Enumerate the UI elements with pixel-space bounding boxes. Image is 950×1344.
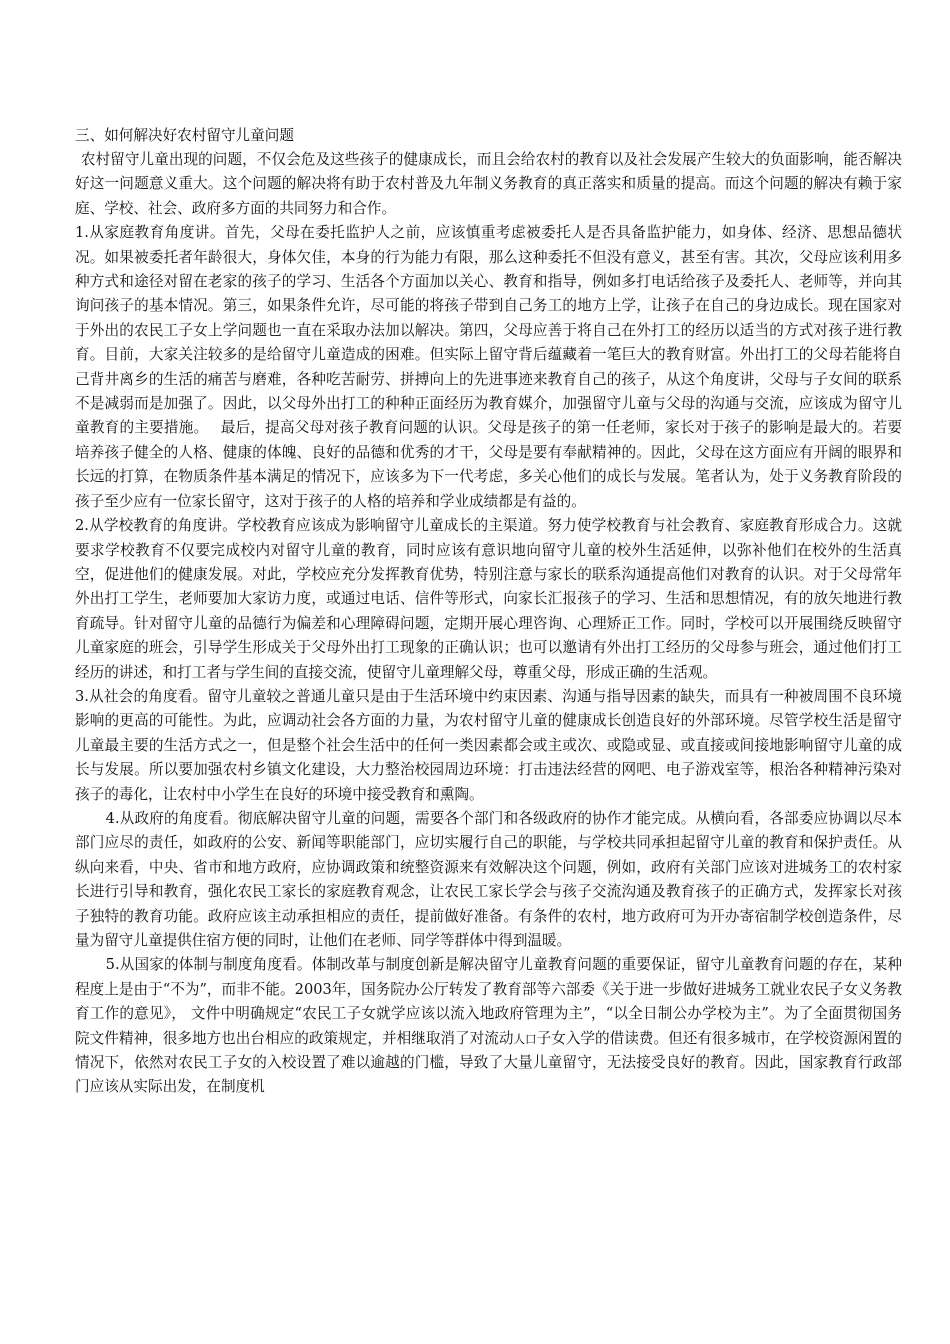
section-heading: 三、如何解决好农村留守儿童问题 xyxy=(75,127,294,144)
paragraph-government: 4.从政府的角度看。彻底解决留守儿童的问题，需要各个部门和各级政府的协作才能完成。从横向看，各部委应协调以尽本部门应尽的责任，如政府的公安、新闻等职能部门，应切实履行自己的职能，与学校共同承担起留守儿童的教育和保护责任。从纵向来看，中央、省市和地方政府，应协调政策和统整资源来有效解决这个问题，例如，政府有关部门应该对进城务工的农村家长进行引导和教育，强化农民工家长的家庭教育观念，让农民工家长学会与孩子交流沟通及教育孩子的正确方式，发挥家长对孩子独特的教育功能。政府应该主动承担相应的责任，提前做好准备。有条件的农村，地方政府可为开办寄宿制学校创造条件，尽量为留守儿童提供住宿方便的同时，让他们在老师、同学等群体中得到温暖。 xyxy=(75,809,902,949)
paragraph-society: 3.从社会的角度看。留守儿童较之普通儿童只是由于生活环境中约束因素、沟通与指导因素的缺失，而具有一种被周围不良环境影响的更高的可能性。为此，应调动社会各方面的力量，为农村留守儿童的健康成长创造良好的外部环境。尽管学校生活是留守儿童最主要的生活方式之一，但是整个社会生活中的任何一类因素都会或主或次、或隐或显、或直接或间接地影响留守儿童的成长与发展。所以要加强农村乡镇文化建设，大力整治校园周边环境：打击违法经营的网吧、电子游戏室等，根治各种精神污染对孩子的毒化，让农村中小学生在良好的环境中接受教育和熏陶。 xyxy=(75,687,902,803)
paragraph-school-education: 2.从学校教育的角度讲。学校教育应该成为影响留守儿童成长的主渠道。努力使学校教育与社会教育、家庭教育形成合力。这就要求学校教育不仅要完成校内对留守儿童的教育，同时应该有意识地向留守儿童的校外生活延伸，以弥补他们在校外的生活真空，促进他们的健康发展。对此，学校应充分发挥教育优势，特别注意与家长的联系沟通提高他们对教育的认识。对于父母常年外出打工学生，老师要加大家访力度，或通过电话、信件等形式，向家长汇报孩子的学习、生活和思想情况，有的放矢地进行教育疏导。针对留守儿童的品德行为偏差和心理障碍问题，定期开展心理咨询、心理矫正工作。同时，学校可以开展围绕反映留守儿童家庭的班会，引导学生形成关于父母外出打工现象的正确认识；也可以邀请有外出打工经历的父母参与班会，通过他们打工经历的讲述，和打工者与学生间的直接交流，使留守儿童理解父母，尊重父母，形成正确的生活观。 xyxy=(75,517,902,681)
paragraph-family-education: 1.从家庭教育角度讲。首先，父母在委托监护人之前，应该慎重考虑被委托人是否具备监护能力，如身体、经济、思想品德状况。如果被委托者年龄很大，身体欠佳，本身的行为能力有限，那么这种委托不但没有意义，甚至有害。其次，父母应该利用多种方式和途径对留在老家的孩子的学习、生活各个方面加以关心、教育和指导，例如多打电话给孩子及委托人、老师等，并向其询问孩子的基本情况。第三，如果条件允许，尽可能的将孩子带到自己务工的地方上学，让孩子在自己的身边成长。现在国家对于外出的农民工子女上学问题也一直在采取办法加以解决。第四，父母应善于将自己在外打工的经历以适当的方式对孩子进行教育。目前，大家关注较多的是给留守儿童造成的困难。但实际上留守背后蕴藏着一笔巨大的教育财富。外出打工的父母若能将自己背井离乡的生活的痛苦与磨难，各种吃苦耐劳、拼搏向上的先进事迹来教育自己的孩子，从这个角度讲，父母与子女间的联系不是减弱而是加强了。因此，以父母外出打工的种种正面经历为教育媒介，加强留守儿童与父母的沟通与交流，应该成为留守儿童教育的主要措施。 最后，提高父母对孩子教育问题的认识。父母是孩子的第一任老师，家长对于孩子的影响是最大的。若要培养孩子健全的人格、健康的体魄、良好的品德和优秀的才干，父母是要有奉献精神的。因此，父母在这方面应有开阔的眼界和长远的打算，在物质条件基本满足的情况下，应该多为下一代考虑，多关心他们的成长与发展。笔者认为，处于义务教育阶段的孩子至少应有一位家长留守，这对于孩子的人格的培养和学业成绩都是有益的。 xyxy=(75,224,902,510)
paragraph-national-system-part2: 子女入学的借读费。但还有很多城市，在学校资源闲置的情况下，依然对农民工子女的入校设置了难以逾越的门槛，导致了大量儿童留守，无法接受良好的教育。因此，国家教育行政部门应该从实际出发，在制度机 xyxy=(75,1029,902,1096)
paragraph-intro: 农村留守儿童出现的问题，不仅会危及这些孩子的健康成长，而且会给农村的教育以及社会发展产生较大的负面影响，能否解决好这一问题意义重大。这个问题的解决将有助于农村普及九年制义务教育的真正落实和质量的提高。而这个问题的解决有赖于家庭、学校、社会、政府多方面的共同努力和合作。 xyxy=(75,151,902,217)
paragraph-national-system-small-text: 人口 xyxy=(513,1031,537,1046)
paragraph-national-system xyxy=(75,953,902,1099)
paragraph-national-system-part1: 5.从国家的体制与制度角度看。体制改革与制度创新是解决留守儿童教育问题的重要保证，留守儿童教育问题的存在，某种程度上是由于“不为”，而非不能。2003年，国务院办公厅转发了教育部等六部委《关于进一步做好进城务工就业农民子女义务教育工作的意见》， 文件中明确规定“农民工子女就学应该以流入地政府管理为主”，“以全日制公办学校为主”。为了全面贯彻国务院文件精神，很多地方也出台相应的政策规定，并相继取消了对流动 xyxy=(75,956,902,1047)
